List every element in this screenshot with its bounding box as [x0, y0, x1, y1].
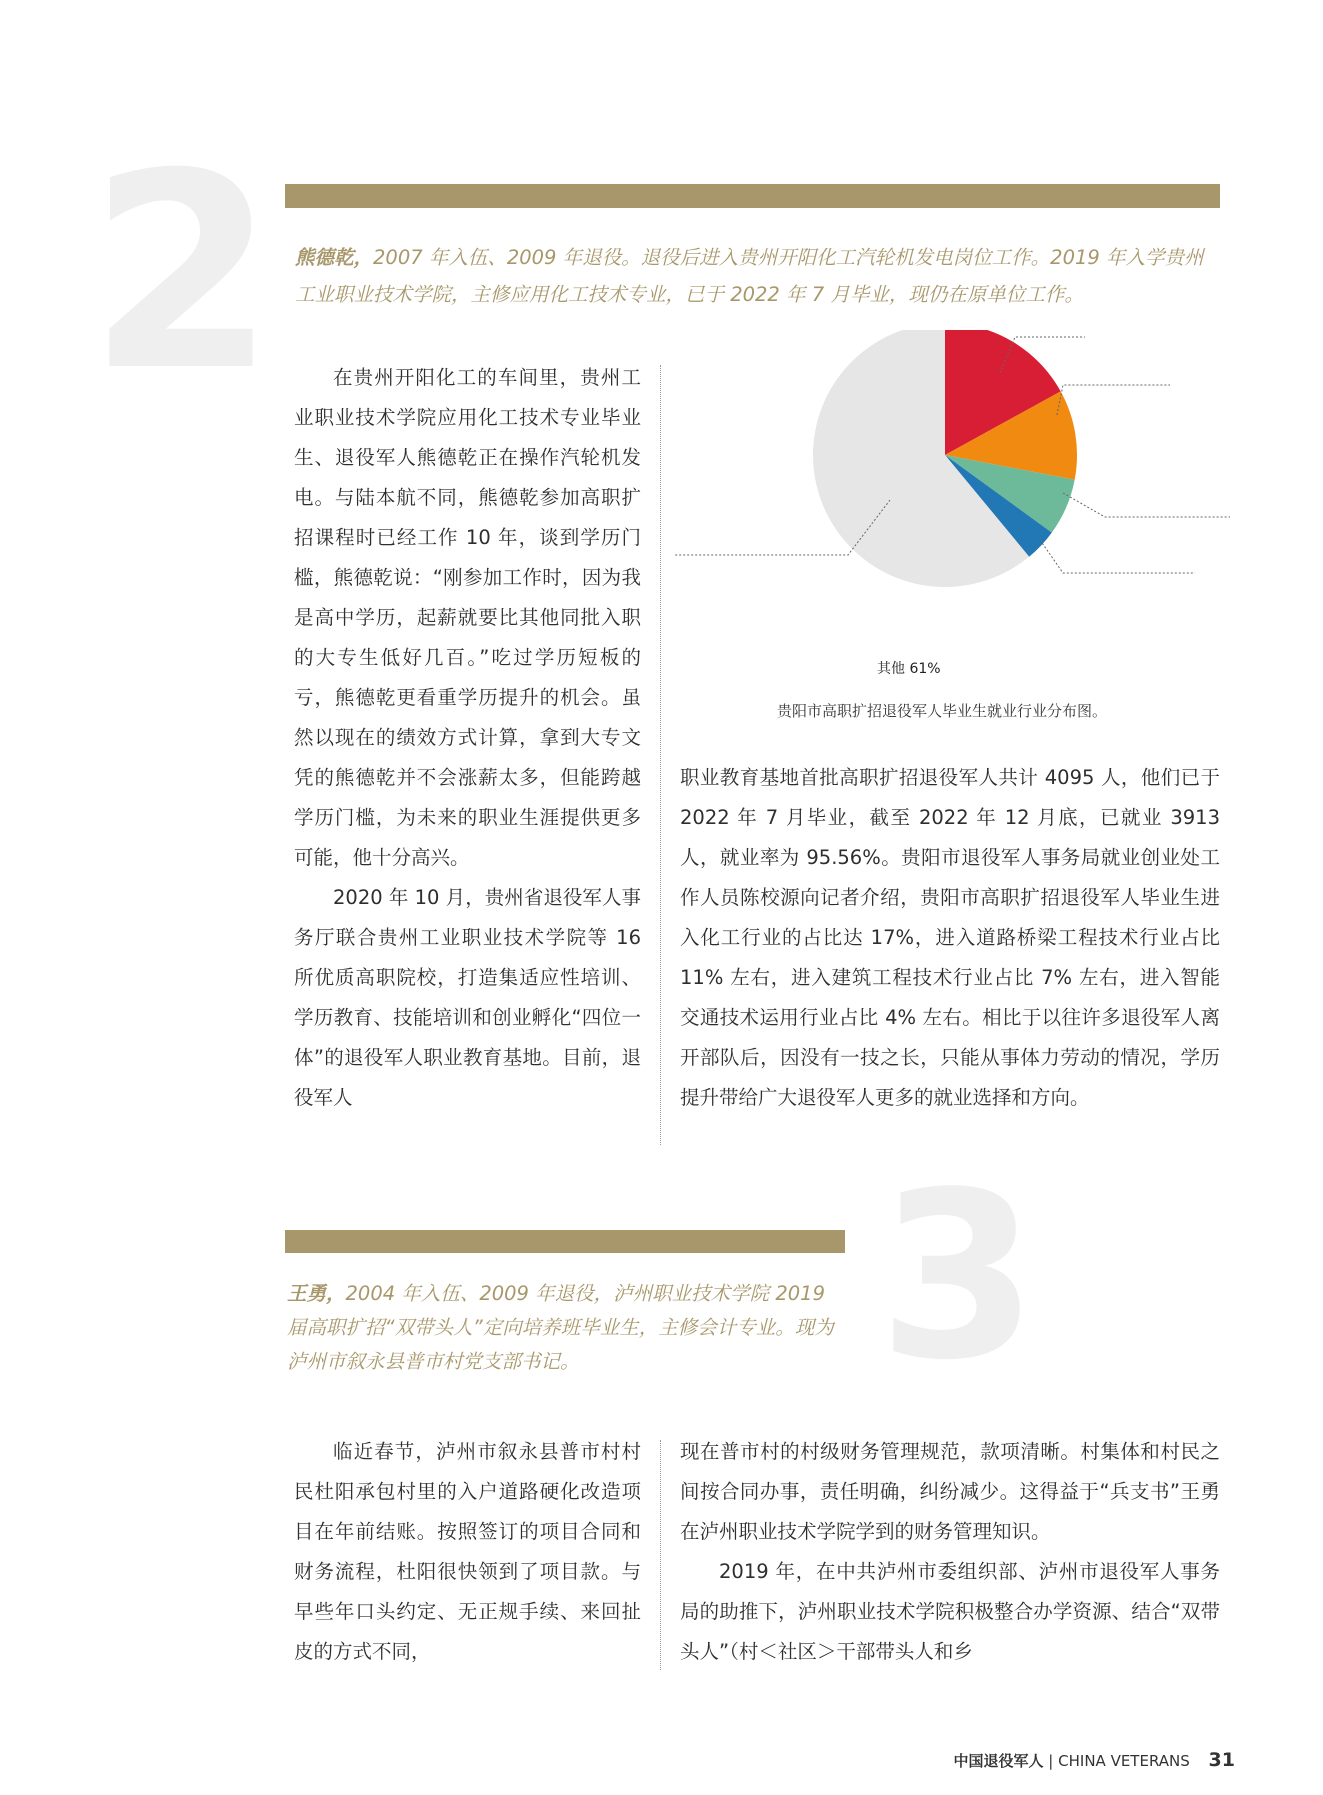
chart-caption: 贵阳市高职扩招退役军人毕业生就业行业分布图。	[777, 702, 1108, 720]
intro-text: 2007 年入伍、2009 年退役。退役后进入贵州开阳化工汽轮机发电岗位工作。2019 年入学贵州工业职业技术学院，主修应用化工技术专业，已于 2022 年 7 月毕业，现仍在原单位工作。	[295, 246, 1204, 306]
paragraph: 职业教育基地首批高职扩招退役军人共计 4095 人，他们已于 2022 年 7 月毕业，截至 2022 年 12 月底，已就业 3913 人，就业率为 95.56%。贵阳市退役军人事务局就业创业处工作人员陈校源向记者介绍，贵阳市高职扩招退役军人毕业生进入化工行业的占比达 17%，进入道路桥梁工程技术行业占比 11% 左右，进入建筑工程技术行业占比 7% 左右，进入智能交通技术运用行业占比 4% 左右。相比于以往许多退役军人离开部队后，因没有一技之长，只能从事体力劳动的情况，学历提升带给广大退役军人更多的就业选择和方向。	[680, 766, 1220, 1109]
intro-person-name: 熊德乾，	[295, 246, 374, 269]
page-footer	[954, 1749, 1236, 1771]
section-divider-bar	[285, 184, 1220, 208]
paragraph: 临近春节，泸州市叙永县普市村村民杜阳承包村里的入户道路硬化改造项目在年前结账。按照签订的项目合同和财务流程，杜阳很快领到了项目款。与早些年口头约定、无正规手续、来回扯皮的方式不同，	[294, 1440, 641, 1663]
magazine-name-en: CHINA VETERANS	[1058, 1752, 1190, 1770]
column-divider	[660, 365, 661, 1145]
employment-pie-chart	[670, 330, 1230, 700]
section2-right-column	[680, 758, 1220, 1118]
section3-intro	[287, 1277, 847, 1379]
paragraph: 2019 年，在中共泸州市委组织部、泸州市退役军人事务局的助推下，泸州职业技术学院积极整合办学资源、结合“双带头人”（村＜社区＞干部带头人和乡	[680, 1560, 1220, 1663]
section2-intro	[295, 239, 1220, 313]
magazine-name-cn: 中国退役军人	[953, 1752, 1044, 1770]
section-number-3: 3	[878, 1144, 1039, 1411]
pie-leader-line	[1040, 540, 1195, 573]
section-divider-bar	[285, 1230, 845, 1253]
pie-slice-label: 其他 61%	[877, 661, 941, 677]
paragraph: 现在普市村的村级财务管理规范，款项清晰。村集体和村民之间按合同办事，责任明确，纠纷减少。这得益于“兵支书”王勇在泸州职业技术学院学到的财务管理知识。	[680, 1440, 1220, 1543]
intro-person-name: 王勇，	[287, 1282, 346, 1305]
section2-left-column	[294, 358, 641, 1118]
column-divider	[660, 1440, 661, 1670]
section3-left-column	[294, 1432, 641, 1672]
pie-leader-line	[1057, 385, 1170, 415]
section3-right-column	[680, 1432, 1220, 1672]
pie-leader-line	[1063, 493, 1230, 517]
intro-text: 2004 年入伍、2009 年退役，泸州职业技术学院 2019 届高职扩招“双带头人”定向培养班毕业生，主修会计专业。现为泸州市叙永县普市村党支部书记。	[287, 1282, 834, 1373]
footer-separator: |	[1048, 1752, 1054, 1770]
paragraph: 在贵州开阳化工的车间里，贵州工业职业技术学院应用化工技术专业毕业生、退役军人熊德乾正在操作汽轮机发电。与陆本航不同，熊德乾参加高职扩招课程时已经工作 10 年，谈到学历门槛，熊德乾说：“刚参加工作时，因为我是高中学历，起薪就要比其他同批入职的大专生低好几百。”吃过学历短板的亏，熊德乾更看重学历提升的机会。虽然以现在的绩效方式计算，拿到大专文凭的熊德乾并不会涨薪太多，但能跨越学历门槛，为未来的职业生涯提供更多可能，他十分高兴。	[294, 366, 641, 869]
page-number: 31	[1208, 1749, 1235, 1771]
paragraph: 2020 年 10 月，贵州省退役军人事务厅联合贵州工业职业技术学院等 16 所优质高职院校，打造集适应性培训、学历教育、技能培训和创业孵化“四位一体”的退役军人职业教育基地。目前，退役军人	[294, 886, 641, 1109]
section-number-2: 2	[88, 115, 276, 430]
